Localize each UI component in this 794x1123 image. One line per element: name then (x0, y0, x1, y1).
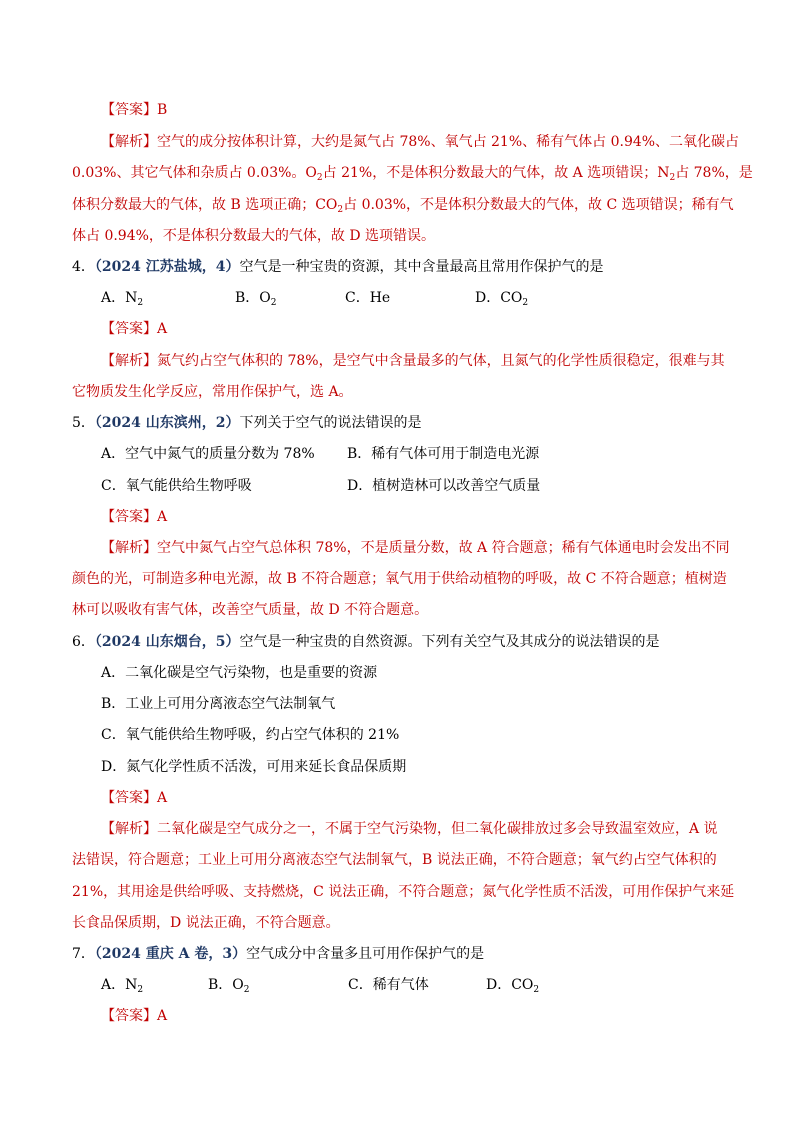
option-c: C．氧气能供给生物呼吸，约占空气体积的 21% (101, 727, 400, 743)
explanation-text: 空气中氮气占空气总体积 78%，不是质量分数，故 A 符合题意；稀有气体通电时会发出不同 (157, 540, 730, 556)
explanation-label: 【解析】 (101, 134, 157, 150)
question-number: 5． (72, 415, 95, 431)
answer-value: A (157, 1008, 168, 1024)
subscript: 2 (270, 298, 277, 308)
question-stem (72, 944, 484, 964)
subscript: 2 (243, 985, 250, 995)
explanation-line: 法错误，符合题意；工业上可用分离液态空气法制氧气，B 说法正确，不符合题意；氧气约占空气体积的 (72, 852, 717, 868)
option-d: D．植树造林可以改善空气质量 (347, 478, 541, 494)
explanation-text: 体积分数最大的气体，故 B 选项正确；CO (72, 197, 338, 213)
explanation-line: 它物质发生化学反应，常用作保护气，选 A。 (72, 384, 353, 400)
explanation-line (101, 538, 730, 558)
option-c: C．稀有气体 (348, 977, 429, 993)
answer-value: A (157, 509, 168, 525)
explanation-text: 0.03%、其它气体和杂质占 0.03%。O (72, 165, 317, 181)
subscript: 2 (533, 985, 540, 995)
option-c: C．氧气能供给生物呼吸 (101, 478, 252, 494)
question-number: 4． (72, 259, 95, 275)
question-text: 空气是一种宝贵的资源，其中含量最高且常用作保护气的是 (239, 259, 604, 275)
answer-line (101, 100, 167, 120)
answer-label: 【答案】 (101, 509, 157, 525)
option-text: B．O (208, 977, 244, 993)
question-stem (72, 257, 604, 277)
subscript: 2 (522, 298, 529, 308)
question-source: （2024 重庆 A 卷，3） (94, 946, 247, 962)
subscript: 2 (137, 985, 144, 995)
subscript: 2 (316, 173, 323, 183)
explanation-label: 【解析】 (101, 821, 157, 837)
explanation-line: 长食品保质期，D 说法正确，不符合题意。 (72, 915, 340, 931)
explanation-text: 二氧化碳是空气成分之一，不属于空气污染物，但二氧化碳排放过多会导致温室效应，A 说 (157, 821, 718, 837)
option-d (486, 975, 539, 995)
explanation-line: 颜色的光，可制造多种电光源，故 B 不符合题意；氧气用于供给动植物的呼吸，故 C 不符合题意；植树造 (72, 571, 727, 587)
explanation-line: 21%，其用途是供给呼吸、支持燃烧，C 说法正确，不符合题意；氮气化学性质不活泼，可用作保护气来延 (72, 884, 735, 900)
explanation-line (101, 132, 739, 152)
answer-value: A (157, 321, 168, 337)
question-text: 空气成分中含量多且可用作保护气的是 (246, 946, 485, 962)
explanation-label: 【解析】 (101, 540, 157, 556)
explanation-text: 占 0.03%，不是体积分数最大的气体，故 C 选项错误；稀有气 (343, 197, 734, 213)
option-a: A．空气中氮气的质量分数为 78% (101, 446, 315, 462)
explanation-line (101, 819, 718, 839)
question-source: （2024 山东滨州，2） (94, 415, 240, 431)
option-a (101, 288, 143, 308)
question-number: 6． (72, 634, 95, 650)
option-b (235, 288, 277, 308)
option-text: A．N (101, 977, 138, 993)
option-b (208, 975, 250, 995)
answer-line (101, 507, 167, 527)
answer-line (101, 788, 167, 808)
question-stem (72, 413, 422, 433)
question-text: 下列关于空气的说法错误的是 (239, 415, 422, 431)
question-stem (72, 632, 660, 652)
answer-line (101, 319, 167, 339)
explanation-line: 体占 0.94%，不是体积分数最大的气体，故 D 选项错误。 (72, 228, 436, 244)
answer-label: 【答案】 (101, 1008, 157, 1024)
subscript: 2 (669, 173, 676, 183)
question-number: 7． (72, 946, 95, 962)
option-text: A．N (101, 290, 138, 306)
option-c: C．He (345, 290, 391, 306)
explanation-line (72, 163, 753, 183)
option-text: D．CO (486, 977, 534, 993)
answer-line (101, 1006, 167, 1026)
question-text: 空气是一种宝贵的自然资源。下列有关空气及其成分的说法错误的是 (239, 634, 660, 650)
subscript: 2 (137, 298, 144, 308)
explanation-text: 占 78%，是 (675, 165, 753, 181)
answer-value: B (157, 102, 168, 118)
explanation-text: 占 21%，不是体积分数最大的气体，故 A 选项错误；N (322, 165, 670, 181)
option-text: D．CO (475, 290, 523, 306)
explanation-line (72, 195, 734, 215)
explanation-text: 氮气约占空气体积的 78%，是空气中含量最多的气体，且氮气的化学性质很稳定，很难与其 (157, 353, 725, 369)
option-d (475, 288, 528, 308)
explanation-line (101, 351, 725, 371)
answer-label: 【答案】 (101, 790, 157, 806)
option-a (101, 975, 143, 995)
option-text: B．O (235, 290, 271, 306)
answer-label: 【答案】 (101, 321, 157, 337)
option-b: B．稀有气体可用于制造电光源 (347, 446, 540, 462)
question-source: （2024 山东烟台，5） (94, 634, 240, 650)
explanation-text: 空气的成分按体积计算，大约是氮气占 78%、氧气占 21%、稀有气体占 0.94%、二氧化碳占 (157, 134, 740, 150)
option-d: D．氮气化学性质不活泼，可用来延长食品保质期 (101, 759, 407, 775)
question-source: （2024 江苏盐城，4） (94, 259, 240, 275)
explanation-label: 【解析】 (101, 353, 157, 369)
answer-value: A (157, 790, 168, 806)
option-a: A．二氧化碳是空气污染物，也是重要的资源 (101, 665, 378, 681)
option-b: B．工业上可用分离液态空气法制氧气 (101, 696, 336, 712)
explanation-line: 林可以吸收有害气体，改善空气质量，故 D 不符合题意。 (72, 602, 429, 618)
answer-label: 【答案】 (101, 102, 157, 118)
subscript: 2 (337, 205, 344, 215)
